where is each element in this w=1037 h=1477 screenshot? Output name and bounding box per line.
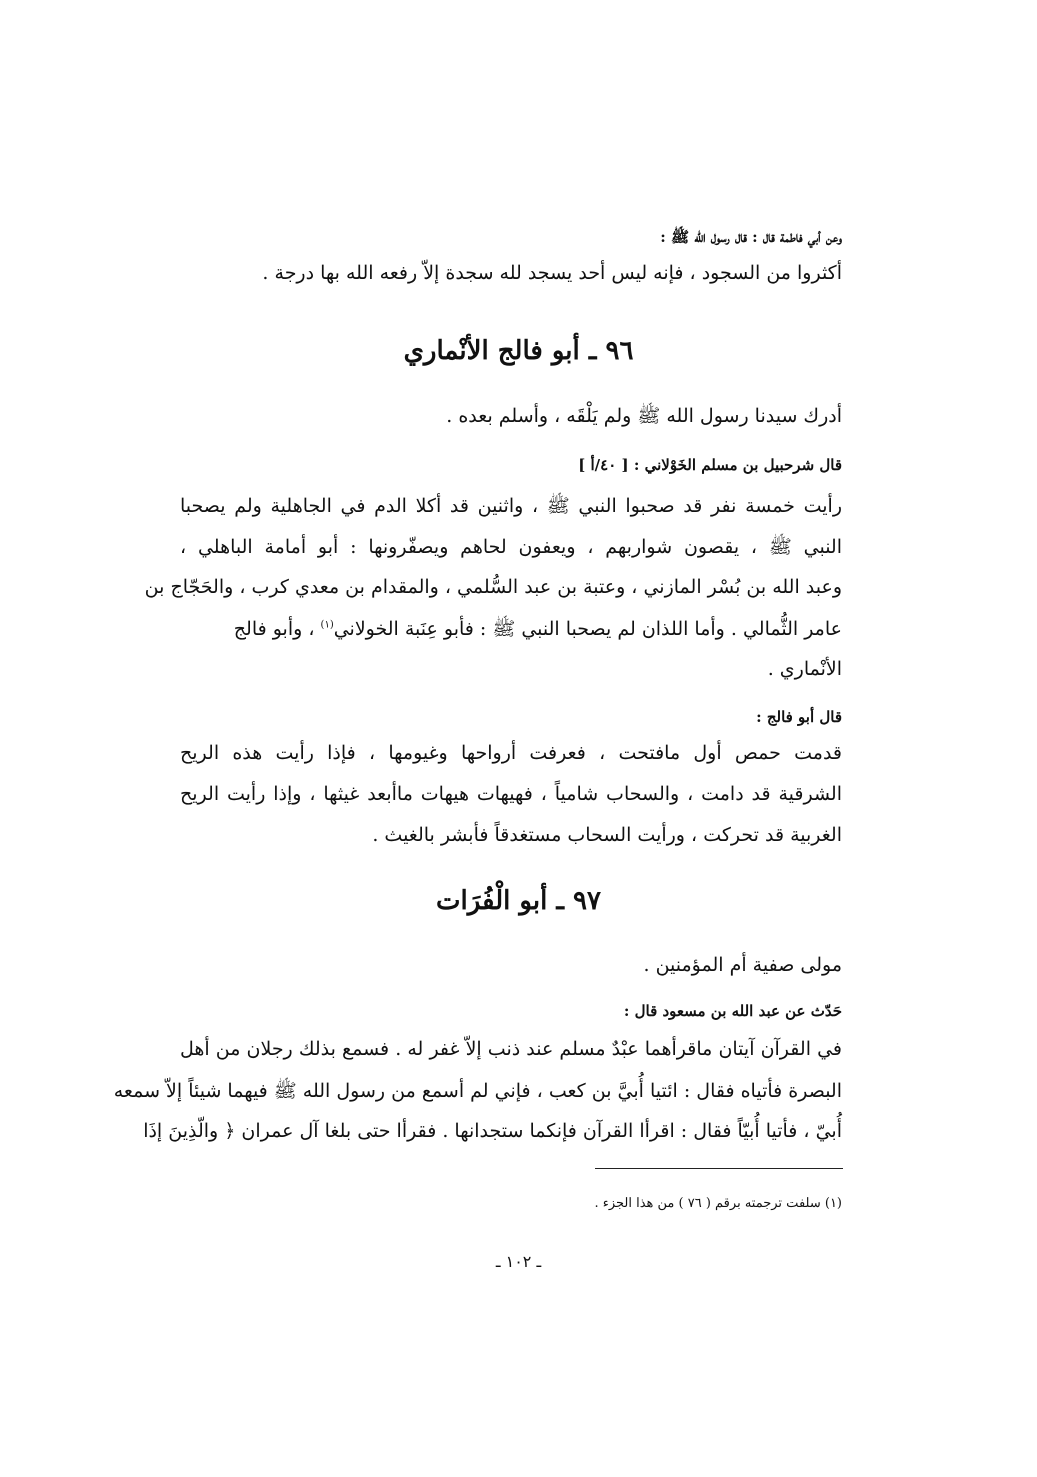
paragraph-line: أُبيّ ، فأتيا أُبيّاً فقال : اقرأا القرآن فإنكما ستجدانها . فقرأا حتى بلغا آل عمران ﴿ والّذِينَ إذَا: [143, 1120, 842, 1142]
paragraph-line: وعبد الله بن بُسْر المازني ، وعتبة بن عبد السُّلمي ، والمقدام بن معدي كرب ، والحَجّاج بن: [144, 576, 842, 598]
footnote-marker: (١): [320, 619, 334, 631]
paragraph-line: قدمت حمص أول مافتحت ، فعرفت أرواحها وغيومها ، فإذا رأيت هذه الريح: [180, 742, 842, 764]
entry-heading-96: ٩٦ ـ أبو فالج الأنْماري: [403, 336, 634, 366]
entry-heading-97: ٩٧ ـ أبو الْفُرَات: [436, 886, 601, 916]
paragraph-line: رأيت خمسة نفر قد صحبوا النبي ﷺ ، واثنين قد أكلا الدم في الجاهلية ولم يصحبا: [180, 495, 842, 517]
paragraph-text: عامر الثُّمالي . وأما اللذان لم يصحبا النبي ﷺ : فأبو عِنَبة الخولاني: [333, 618, 842, 640]
entry-96-bio: أدرك سيدنا رسول الله ﷺ ولم يَلْقَه ، وأسلم بعده .: [446, 405, 842, 427]
paragraph-line: الشرقية قد دامت ، والسحاب شامياً ، فهيهات هيهات ماأبعد غيثها ، وإذا رأيت الريح: [180, 783, 842, 805]
entry-97-bio: مولى صفية أم المؤمنين .: [643, 954, 842, 976]
hadith-intro: وعن أبي فاطمة قال : قال رسول الله ﷺ :: [660, 228, 842, 246]
paragraph-line: البصرة فأتياه فقال : ائتيا أُبيَّ بن كعب ، فإني لم أسمع من رسول الله ﷺ فيهما شيئاً إلاّ سمعه: [113, 1080, 842, 1102]
paragraph-line: [180, 617, 842, 645]
paragraph-line: الغربية قد تحركت ، ورأيت السحاب مستغدقاً فأبشر بالغيث .: [372, 824, 842, 846]
paragraph-text: ، وأبو فالج: [233, 618, 315, 640]
paragraph-line: في القرآن آيتان ماقرأهما عبْدٌ مسلم عند ذنب إلاّ غفر له . فسمع بذلك رجلان من أهل: [180, 1038, 842, 1060]
page-number: ـ ١٠٢ ـ: [495, 1252, 542, 1271]
narration-intro: قال شرحبيل بن مسلم الخَوْلاني : [ ٤٠/أ ]: [578, 456, 842, 474]
narration-intro: قال أبو فالج :: [756, 708, 842, 726]
paragraph-line: الأنْماري .: [767, 658, 842, 680]
hadith-text: أكثروا من السجود ، فإنه ليس أحد يسجد لله سجدة إلاّ رفعه الله بها درجة .: [262, 262, 842, 284]
narration-intro: حَدّث عن عبد الله بن مسعود قال :: [623, 1002, 842, 1020]
footnote-divider: [595, 1168, 843, 1169]
paragraph-line: النبي ﷺ ، يقصون شواربهم ، ويعفون لحاهم ويصفّرونها : أبو أمامة الباهلي ،: [180, 536, 842, 558]
footnote: (١) سلفت ترجمته برقم ( ٧٦ ) من هذا الجزء .: [594, 1196, 842, 1211]
